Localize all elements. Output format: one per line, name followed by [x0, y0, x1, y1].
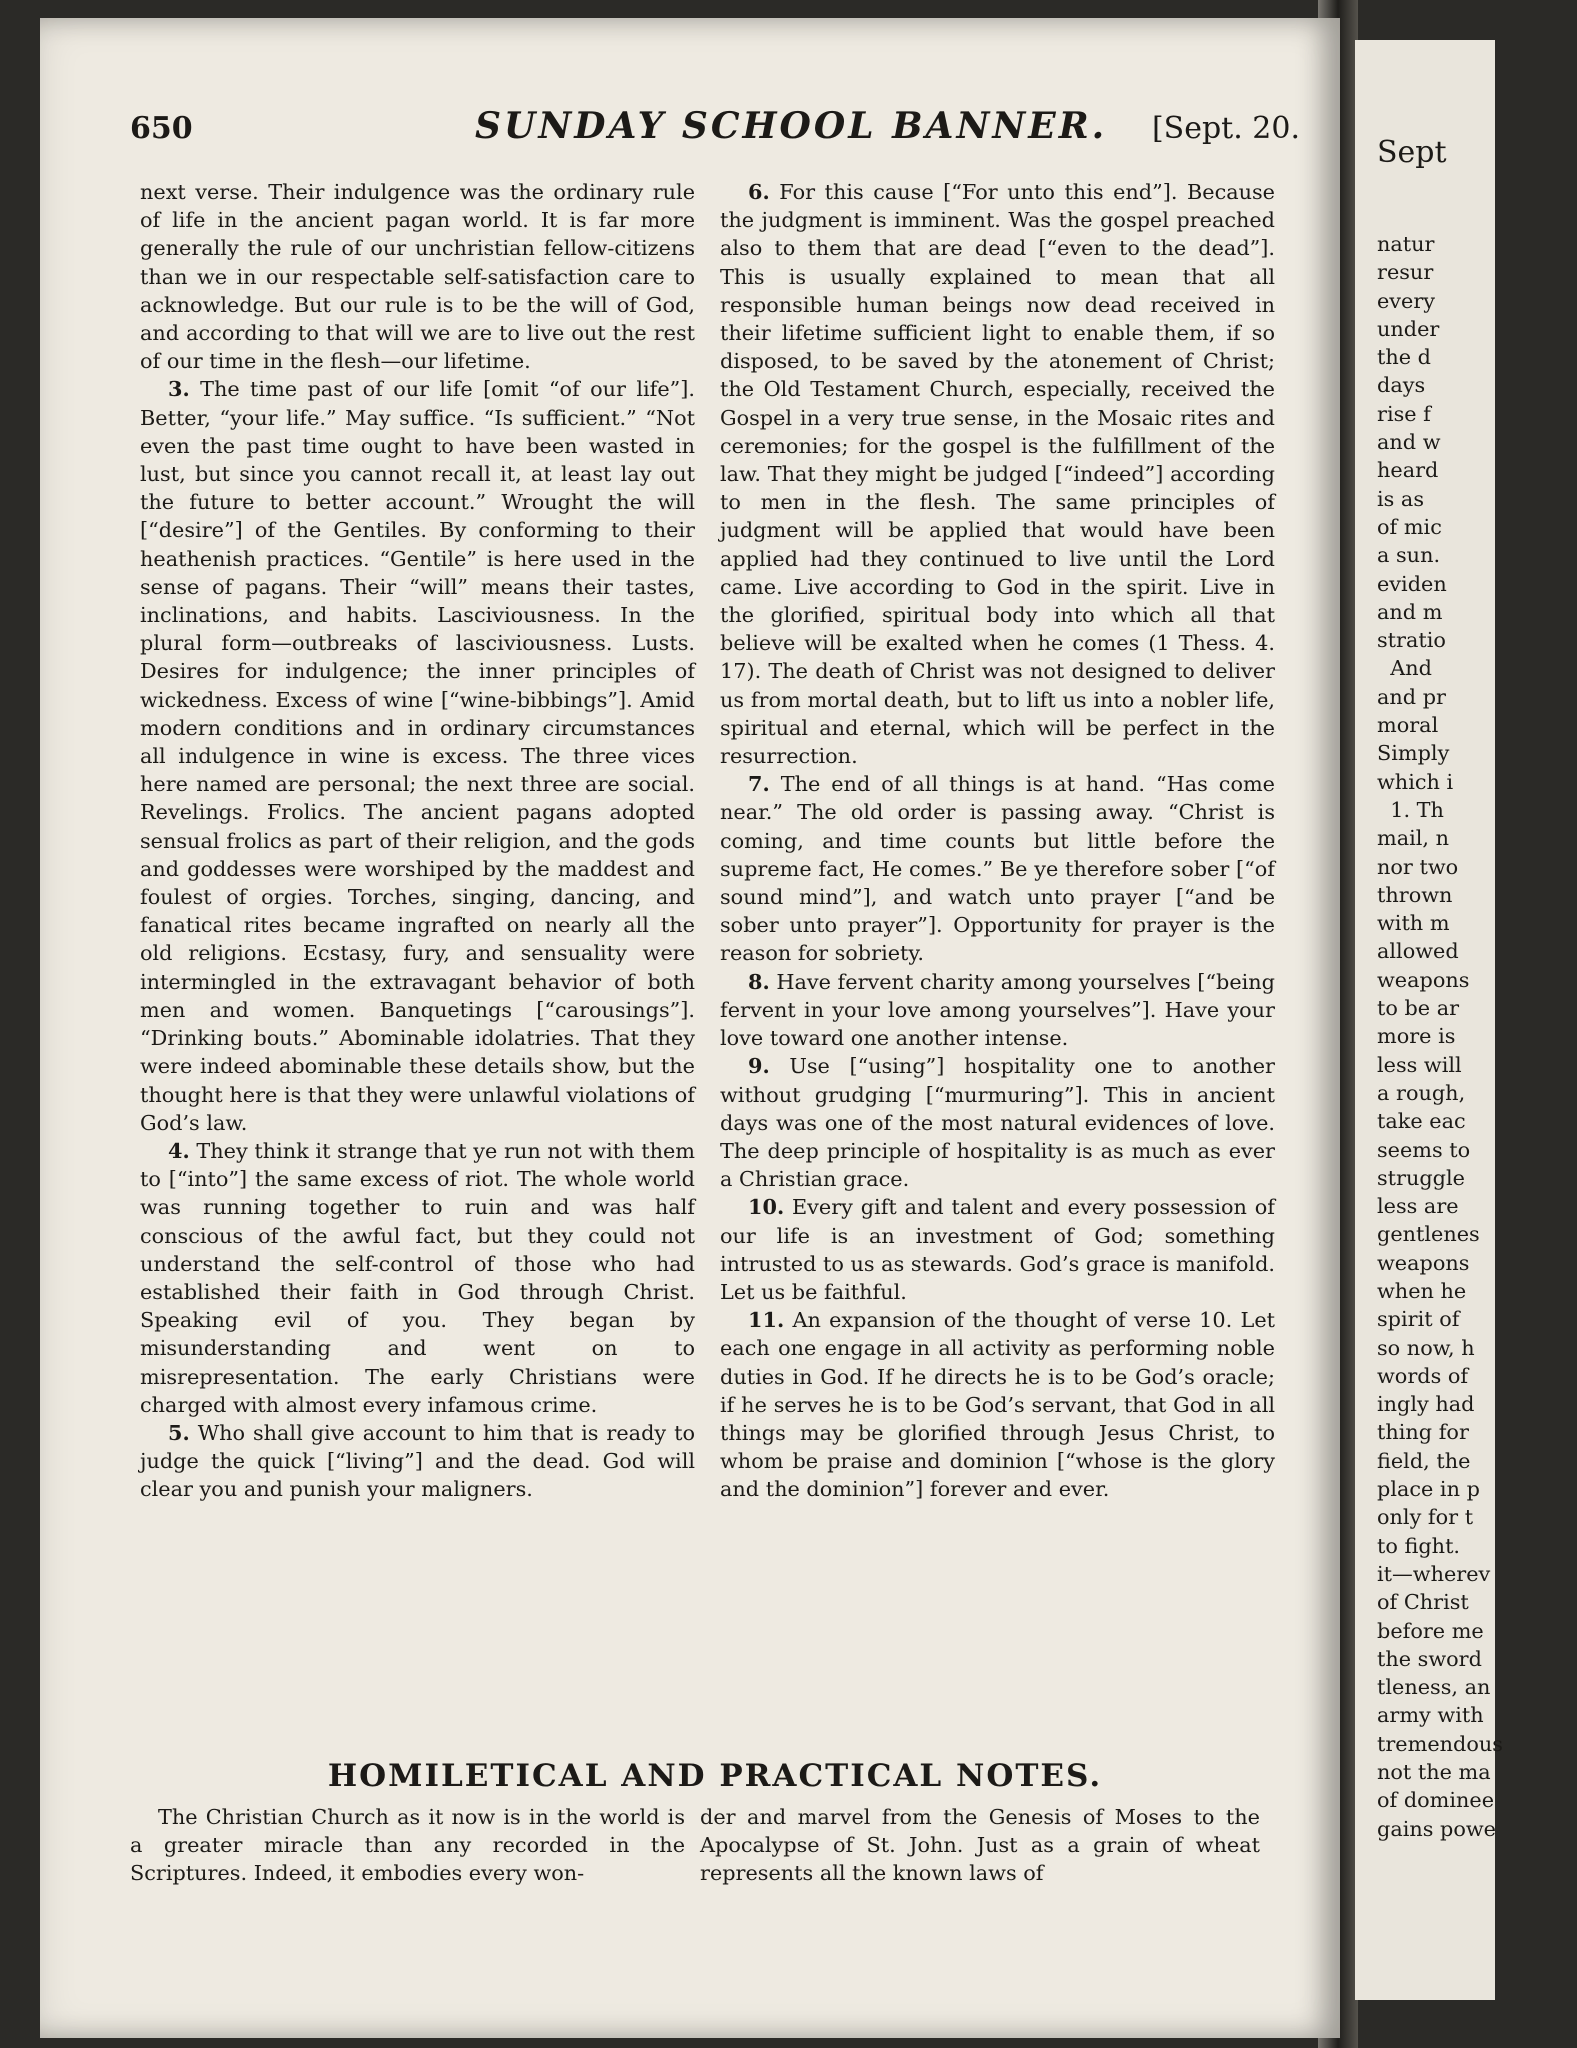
verse-note-text: Every gift and talent and every possession of our life is an investment of God; something intrusted to us as stewards. God’s grace is manifold. Let us be faithful.	[720, 1195, 1275, 1304]
facing-page	[1355, 40, 1503, 2000]
facing-page-text-fragments: natur resur every under the d days rise f and w heard is as of mic a sun. eviden and m stratio And and pr moral Simply which i 1. Th mail, n nor two thrown with m allowed weapons to be ar more is less will a rough, take eac seems to struggle less are gentlenes weapons when he spirit of so now, h words of ingly had thing for field, the place in p only for t to fight. it—wherev of Christ before me the sword tleness, an army with tremendous not the ma of dominee gains powe	[1377, 232, 1503, 1841]
verse-note-text: The time past of our life [omit “of our life”]. Better, “your life.” May suffice. “Is sufficient.” “Not even the past time ought to have been wasted in lust, but since you cannot recall it, at least lay out the future to better account.” Wrought the will [“desire”] of the Gentiles. By conforming to their heathenish practices. “Gentile” is here used in the sense of pagans. Their “will” means their tastes, inclinations, and habits. Lasciviousness. In the plural form—outbreaks of lasciviousness. Lusts. Desires for indulgence; the inner principles of wickedness. Excess of wine [“wine-bibbings”]. Amid modern conditions and in ordinary circumstances all indulgence in wine is excess. The three vices here named are personal; the next three are social. Revelings. Frolics. The ancient pagans adopted sensual frolics as part of their religion, and the gods and goddesses were worshiped by the maddest and foulest of orgies. Torches, singing, dancing, and fanatical rites became ingrafted on nearly all the old religions. Ecstasy, fury, and sensuality were intermingled in the extravagant behavior of both men and women. Banquetings [“carousings”]. “Drinking bouts.” Abominable idolatries. That they were indeed abominable these details show, but the thought here is that they were unlawful violations of God’s law.	[140, 377, 695, 1135]
verse-note-9	[720, 1052, 1275, 1193]
verse-note-10	[720, 1193, 1275, 1306]
running-title: SUNDAY SCHOOL BANNER.	[475, 105, 1108, 147]
verse-number: 7.	[748, 771, 770, 797]
notes-left-column	[130, 1803, 685, 1888]
verse-note-8	[720, 968, 1275, 1053]
verse-note-4	[140, 1137, 695, 1419]
running-date: [Sept. 20.	[1151, 111, 1300, 146]
verse-note-text: Use [“using”] hospitality one to another without grudging [“murmuring”]. This in ancient days was one of the most natural evidences of love. The deep principle of hospitality is as much as ever a Christian grace.	[720, 1054, 1275, 1192]
facing-page-header: Sept	[1377, 135, 1447, 170]
verse-number: 6.	[748, 179, 770, 204]
page-number: 650	[130, 111, 193, 146]
verse-note-text: Have fervent charity among yourselves [“being fervent in your love among yourselves”]. Have your love toward one another intense.	[720, 969, 1275, 1051]
verse-number: 3.	[168, 376, 190, 402]
verse-number: 8.	[748, 968, 770, 994]
verse-number: 10.	[748, 1194, 785, 1220]
running-header	[130, 105, 1300, 155]
left-column	[140, 178, 695, 1504]
right-column	[720, 178, 1275, 1504]
verse-note-3	[140, 375, 695, 1136]
verse-note-11	[720, 1306, 1275, 1503]
verse-number: 9.	[748, 1053, 770, 1079]
verse-note-5	[140, 1419, 695, 1504]
paragraph-continuation: next verse. Their indulgence was the ordinary rule of life in the ancient pagan world. It is far more generally the rule of our unchristian fellow-citizens than we in our respectable self-satisfaction care to acknowledge. But our rule is to be the will of God, and according to that will we are to live out the rest of our time in the flesh—our lifetime.	[140, 180, 695, 374]
notes-paragraph-continuation: der and marvel from the Genesis of Moses to the Apocalypse of St. John. Just as a grain of wheat represents all the known laws of	[700, 1805, 1260, 1886]
verse-note-7	[720, 770, 1275, 967]
notes-right-column	[700, 1803, 1260, 1888]
verse-number: 5.	[168, 1419, 190, 1445]
verse-note-6	[720, 178, 1275, 770]
verse-note-text: For this cause [“For unto this end”]. Because the judgment is imminent. Was the gospel preached also to them that are dead [“even to the dead”]. This is usually explained to mean that all responsible human beings now dead received in their lifetime sufficient light to enable them, if so disposed, to be saved by the atonement of Christ; the Old Testament Church, especially, received the Gospel in a very true sense, in the Mosaic rites and ceremonies; for the gospel is the fulfillment of the law. That they might be judged [“indeed”] according to men in the flesh. The same principles of judgment will be applied that would have been applied had they continued to live until the Lord came. Live according to God in the spirit. Live in the glorified, spiritual body into which all that believe will be exalted when he comes (1 Thess. 4. 17). The death of Christ was not designed to deliver us from mortal death, but to lift us into a nobler life, spiritual and eternal, which will be perfect in the resurrection.	[720, 180, 1275, 769]
verse-note-text: An expansion of the thought of verse 10. Let each one engage in all activity as performing noble duties in God. If he directs he is to be God’s oracle; if he serves he is to be God’s servant, that God in all things may be glorified through Jesus Christ, to whom be praise and dominion [“whose is the glory and the dominion”] forever and ever.	[720, 1308, 1275, 1502]
verse-number: 4.	[168, 1137, 190, 1163]
verse-note-text: The end of all things is at hand. “Has come near.” The old order is passing away. “Christ is coming, and time counts but little before the supreme fact, He comes.” Be ye therefore sober [“of sound mind”], and watch unto prayer [“and be sober unto prayer”]. Opportunity for prayer is the reason for sobriety.	[720, 772, 1275, 966]
notes-paragraph: The Christian Church as it now is in the world is a greater miracle than any recorded in the Scriptures. Indeed, it embodies every won-	[130, 1805, 685, 1886]
verse-note-text: Who shall give account to him that is ready to judge the quick [“living”] and the dead. God will clear you and punish your maligners.	[140, 1420, 695, 1502]
verse-note-text: They think it strange that ye run not with them to [“into”] the same excess of riot. The whole world was running together to ruin and was half conscious of the awful fact, but they could not understand the self-control of those who had established their faith in God through Christ. Speaking evil of you. They began by misunderstanding and went on to misrepresentation. The early Christians were charged with almost every infamous crime.	[140, 1138, 695, 1417]
verse-number: 11.	[748, 1307, 785, 1333]
section-heading: HOMILETICAL AND PRACTICAL NOTES.	[327, 1758, 1103, 1794]
